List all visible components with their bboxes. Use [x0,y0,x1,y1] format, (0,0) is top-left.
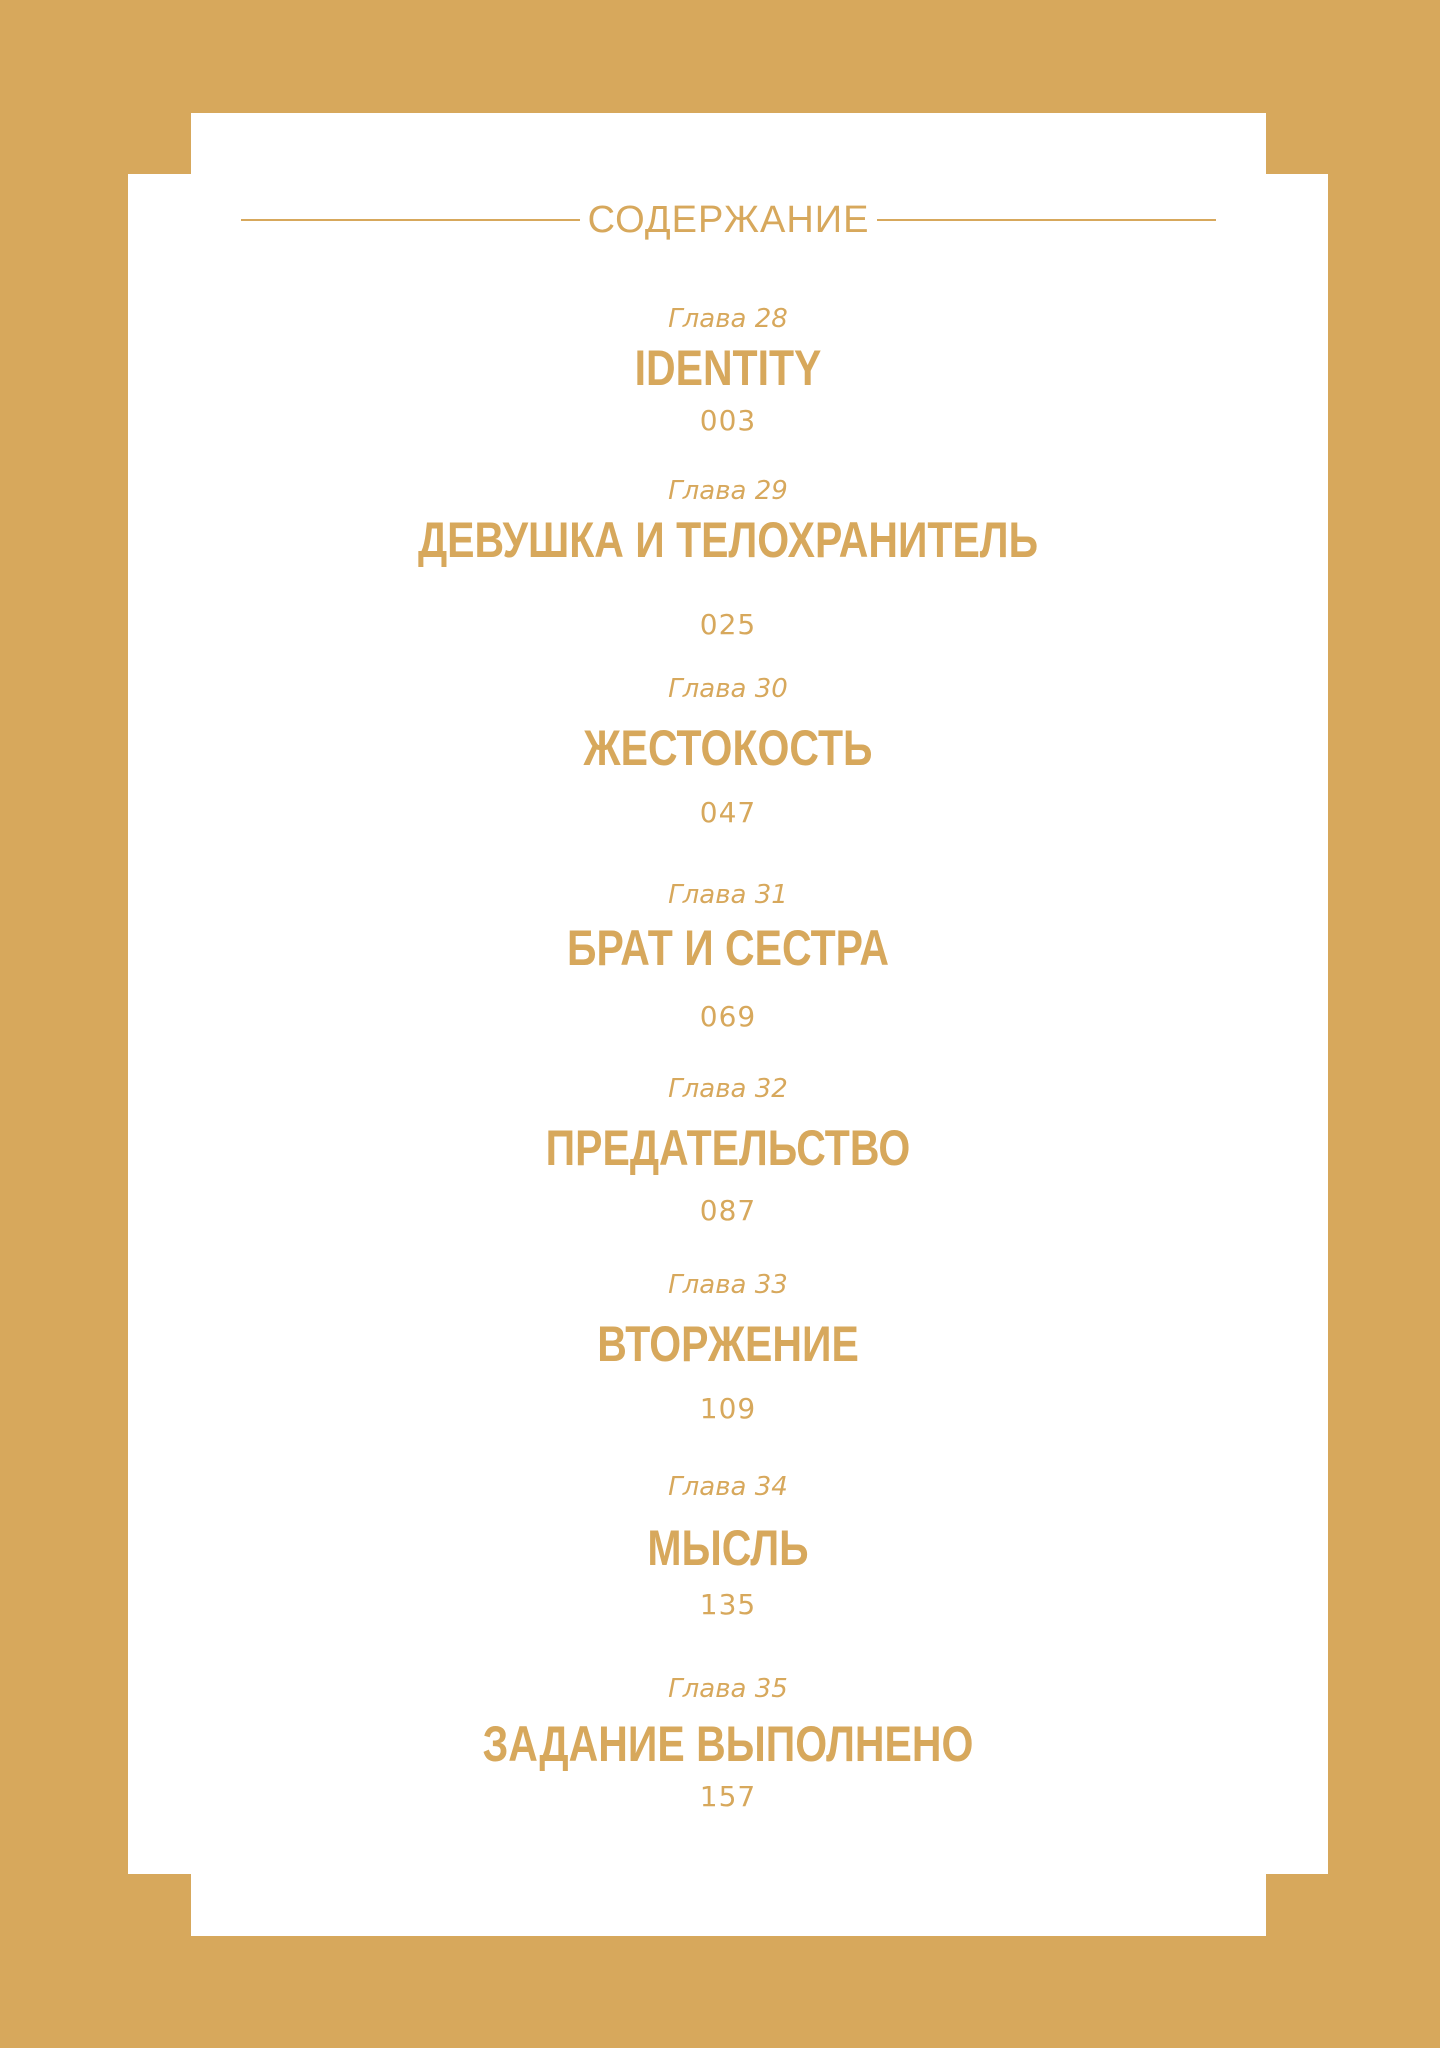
chapter-title: БРАТ И СЕСТРА [566,920,890,976]
chapter-number: Глава 33 [668,1270,788,1300]
header-rule-left [241,219,580,221]
chapter-title: ДЕВУШКА И ТЕЛОХРАНИТЕЛЬ [417,512,1039,568]
chapter-title: ЖЕСТОКОСТЬ [583,720,873,776]
page-number: 003 [699,404,757,437]
table-of-contents [128,174,1328,1874]
chapter-number: Глава 34 [668,1472,788,1502]
page-number: 025 [699,608,757,641]
page-number: 109 [699,1392,757,1425]
chapter-title: ПРЕДАТЕЛЬСТВО [545,1120,911,1176]
toc-entry[interactable] [128,304,1328,438]
page-number: 157 [699,1780,757,1813]
chapter-number: Глава 31 [668,880,788,910]
contents-title: СОДЕРЖАНИЕ [587,199,870,241]
toc-entry[interactable] [128,880,1328,1034]
chapter-title: IDENTITY [634,340,822,396]
toc-entry[interactable] [128,1270,1328,1426]
header-rule-right [877,219,1216,221]
chapter-number: Глава 35 [668,1674,788,1704]
page-number: 135 [699,1588,757,1621]
page-number: 047 [699,796,757,829]
chapter-title: ВТОРЖЕНИЕ [597,1316,859,1372]
chapter-number: Глава 29 [668,476,788,506]
toc-entry[interactable] [128,1674,1328,1814]
toc-entry[interactable] [128,476,1328,642]
toc-entry[interactable] [128,1472,1328,1622]
contents-header [241,196,1216,244]
page-number: 069 [699,1000,757,1033]
chapter-number: Глава 28 [668,304,788,334]
chapter-number: Глава 32 [668,1074,788,1104]
chapter-title: ЗАДАНИЕ ВЫПОЛНЕНО [482,1716,974,1772]
toc-entry[interactable] [128,1074,1328,1228]
chapter-title: МЫСЛЬ [647,1520,809,1576]
chapter-number: Глава 30 [668,674,788,704]
toc-entry[interactable] [128,674,1328,830]
page-number: 087 [699,1194,757,1227]
